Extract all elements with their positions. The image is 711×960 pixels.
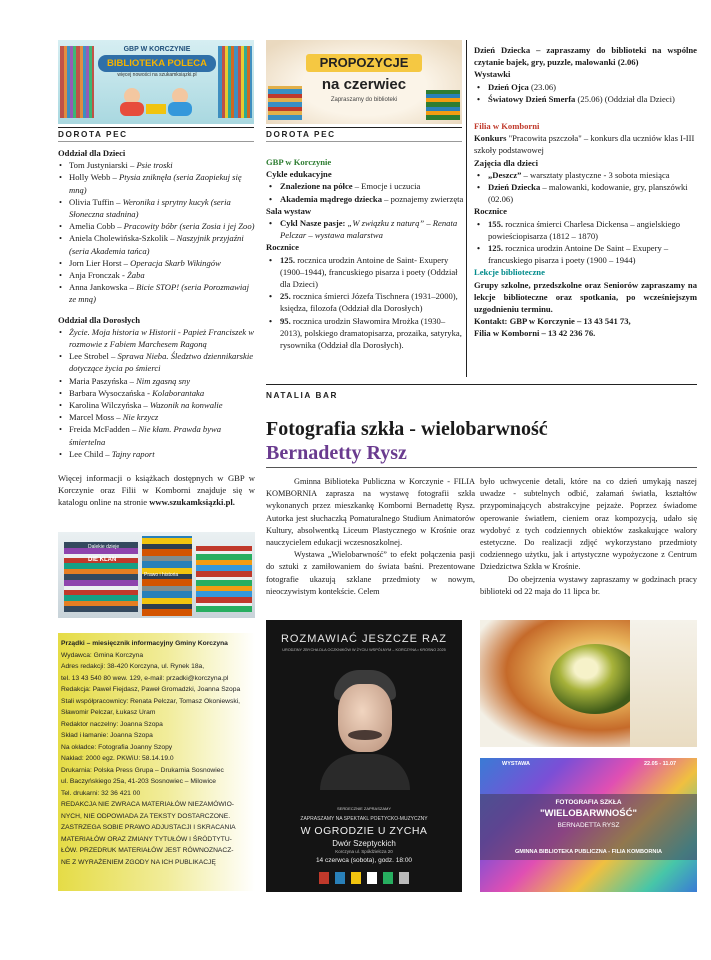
rocznica-label: 125.	[488, 243, 504, 254]
adults-book-list	[58, 326, 255, 460]
adults-book-item	[58, 387, 255, 399]
zajecia-label: „Deszcz”	[488, 169, 522, 180]
propozycje-title: PROPOZYCJE	[306, 54, 422, 72]
kids-book-title: Żaba	[127, 270, 145, 281]
kids-book-item	[58, 232, 255, 256]
cycles-heading: Cykle edukacyjne	[266, 169, 332, 180]
kids-book-title: Bicie STOP! (seria Porozmawiaj ze mną)	[69, 282, 249, 305]
kids-book-item	[58, 196, 255, 220]
col2-author: DOROTA PEC	[266, 130, 336, 139]
books-decoration-right	[426, 90, 460, 120]
adults-book-title: Wazonik na konwalie	[149, 400, 223, 411]
article-top-rule	[266, 384, 697, 385]
exhibition-poster	[480, 758, 697, 892]
colophon-line: ŁÓW. PRZEDRUK MATERIAŁÓW JEST RÓWNOZNACZ-	[61, 847, 234, 855]
kids-book-item	[58, 220, 255, 232]
poster-place: Dwór Szeptyckich	[332, 839, 396, 848]
article-col-right	[480, 476, 697, 598]
event-poster	[266, 620, 462, 892]
kontakt-filia: Filia w Komborni – 13 42 236 76.	[474, 328, 596, 339]
glass-photo	[480, 620, 697, 747]
colophon-line: Adres redakcji: 38-420 Korczyna, ul. Rynek 18a,	[61, 663, 205, 671]
col2-text	[266, 156, 464, 351]
adults-book-author: Marcel Moss –	[69, 412, 123, 423]
kids-book-item	[58, 171, 255, 195]
adults-book-author: Barbara Wysoczańska -	[69, 387, 153, 398]
kids-book-author: Amelia Cobb –	[69, 221, 124, 232]
kids-book-item	[58, 257, 255, 269]
catalog-url[interactable]: www.szukamksiązki.pl.	[149, 497, 235, 508]
colophon-line: NE Z WYRAŻENIEM ZGODY NA ICH PUBLIKACJĘ	[61, 858, 216, 866]
kids-book-item	[58, 159, 255, 171]
cycle-item	[266, 193, 464, 205]
dzien-dziecka-text: Dzień Dziecka – zapraszamy do biblioteki na wspólne czytanie bajek, gry, puzzle, malowanki (2.06)	[474, 45, 697, 68]
colophon-line: NYCH, NIE ODPOWIADA ZA TEKSTY DOSTARCZONE.	[61, 812, 231, 820]
anniv-list	[266, 254, 464, 352]
anniversary-text: rocznica urodzin Antoine de Saint- Exupery (1900–1944), francuskiego pisarza i poety (Oddział dla Dzieci)	[280, 254, 458, 290]
catalog-info-text: Więcej informacji o książkach dostępnych w GBP w Korczynie oraz Filii w Komborni znajduje się w katalogu online na stronie	[58, 473, 255, 508]
poster-address: Korczyna ul. Spółdzielcza 20	[335, 849, 393, 854]
wystawa-item	[474, 81, 697, 93]
adults-book-author: Lee Child –	[69, 448, 112, 459]
exhibition-label: WYSTAWA	[502, 761, 531, 767]
lekcje-text: Grupy szkolne, przedszkolne oraz Seniorów zapraszamy na lekcje biblioteczne oraz spotkania, po wcześniejszym uzgodnieniu terminu.	[474, 279, 697, 315]
zajecia-heading: Zajęcia dla dzieci	[474, 157, 538, 168]
hall-list	[266, 217, 464, 241]
col1-author-rule	[58, 141, 254, 142]
article-author: NATALIA BAR	[266, 391, 339, 400]
cycle-text: – poznajemy zwierzęta	[382, 193, 464, 204]
rocznice-list	[474, 218, 697, 267]
kids-book-title: Ptysia zniknęła (seria Zaopiekuj się mną)	[69, 172, 242, 195]
col2-top-rule	[266, 127, 462, 128]
portrait-illustration	[312, 670, 416, 790]
anniversary-item	[266, 315, 464, 352]
wystawy-heading: Wystawki	[474, 69, 511, 80]
hall-item	[266, 217, 464, 241]
adults-book-author: Maria Paszyńska –	[69, 375, 137, 386]
catalog-info	[58, 472, 255, 509]
colophon-line: tel. 13 43 540 80 wew. 129, e-mail: przadki@korczyna.pl	[61, 674, 229, 682]
wystawa-item	[474, 93, 697, 105]
zajecia-label: Dzień Dziecka	[488, 182, 541, 193]
exhibition-dates: 22.05 - 11.07	[644, 761, 677, 767]
book-title-2: DIE KLAN	[88, 557, 117, 563]
adults-book-title: Życie. Moja historia w Historii - Papież Franciszek w rozmowie z Fabiem Marchesem Ragoną	[69, 326, 254, 350]
col1-text	[58, 147, 255, 509]
exhibition-organizer: GMINNA BIBLIOTEKA PUBLICZNA - FILIA KOMBORNIA	[514, 849, 663, 855]
kids-book-author: Anja Fronczak -	[69, 270, 127, 281]
article-paragraph-1: Gminna Biblioteka Publiczna w Korczynie - FILIA KOMBORNIA zaprasza na wystawę fotografii szkła wykonanych przez mieszkankę Komborni Bernadettę Rysz. Autorka jest słuchaczką Pomaturalnego Studium Animatorów Kultury, absolwentką Liceum Plastycznego w Krośnie oraz nauczycielem edukacji wczesnoszkolnej.	[266, 477, 475, 547]
kids-book-list	[58, 159, 255, 305]
colophon-line: Drukarnia: Polska Press Grupa – Drukarnia Sosnowiec	[61, 766, 224, 774]
adults-book-title: Kolaborantaka	[152, 387, 205, 398]
kids-book-item	[58, 281, 255, 305]
poster-invite-small: SERDECZNIE ZAPRASZAMY	[336, 806, 391, 811]
adults-book-item	[58, 399, 255, 411]
colophon-line: Redakcja: Paweł Fiejdasz, Paweł Gromadzki, Joanna Szopa	[61, 686, 241, 694]
article-paragraph-2: Wystawa „Wielobarwność” to efekt połączenia pasji do sztuki z zamiłowaniem do świata baśni. Prezentowane fotografie ukazują szklane przedmioty w nowym, nieoczywistym kontekście. Celem	[266, 550, 475, 596]
adults-heading: Oddział dla Dorosłych	[58, 314, 140, 325]
colophon-line: REDAKCJA NIE ZWRACA MATERIAŁÓW NIEZAMÓWIO-	[61, 801, 235, 809]
kids-book-author: Tom Justyniarski –	[69, 160, 137, 171]
adults-book-item	[58, 448, 255, 460]
reading-children-illustration	[118, 84, 198, 118]
kids-book-item	[58, 269, 255, 281]
banner-mid-subtitle: Zapraszamy do biblioteki	[330, 97, 398, 103]
banner-propozycje	[266, 40, 462, 124]
rocznice-heading: Rocznice	[474, 206, 507, 217]
sponsor-logos	[300, 872, 428, 884]
kids-book-author: Jorn Lier Horst –	[69, 257, 131, 268]
book-title-3: Prawo i historia	[144, 572, 179, 578]
banner-biblioteka-poleca	[58, 40, 254, 124]
col1-author: DOROTA PEC	[58, 130, 128, 139]
article-paragraph-3: było uchwycenie detali, które na co dzień umykają naszej uwadze - subtelnych odbić, załamań światła, kształtów przypominających abstrakcyjne pejzaże. Poprzez świadome operowanie światłem, cieniem oraz kompozycją, udało się wydobyć z tych codziennych obiektów zaskakujące walory estetyczne. Do realizacji zdjęć wykorzystano przedmioty codziennego użytku, jak i artystyczne wypożyczone z Centrum Dziedzictwa Szkła w Krośnie.	[480, 477, 697, 572]
wystawy-list	[474, 81, 697, 105]
zajecia-text: – warsztaty plastyczne - 3 sobota miesiąca	[521, 169, 670, 180]
anniversary-item	[266, 254, 464, 291]
na-czerwiec-title: na czerwiec	[321, 76, 407, 93]
poster-date: 14 czerwca (sobota), godz. 18:00	[315, 857, 413, 864]
cycle-label: Akademia mądrego dziecka	[280, 193, 383, 204]
cycle-item	[266, 180, 464, 192]
adults-book-title: Nim zgasną sny	[136, 375, 191, 386]
kids-book-title: Naszyjnik przyjaźni (seria Akademia tańca)	[69, 233, 244, 256]
adults-book-author: Freida McFadden –	[69, 424, 139, 435]
banner-sub-text: więcej nowości na szukamksiązki.pl	[117, 72, 197, 78]
article-title: Fotografia szkła - wielobarwność	[266, 418, 548, 440]
colophon-line: Skład i łamanie: Joanna Szopa	[61, 732, 153, 740]
wystawa-text: (23.06)	[528, 81, 557, 92]
lekcje-heading: Lekcje biblioteczne	[474, 267, 545, 278]
adults-book-title: Nie krzycz	[122, 412, 159, 423]
rocznica-item	[474, 218, 697, 242]
kids-book-author: Aniela Cholewińska-Szkolik –	[69, 233, 177, 244]
rocznica-text: rocznica śmierci Charlesa Dickensa – angielskiego powieściopisarza (1812 – 1870)	[488, 218, 681, 241]
adults-book-item	[58, 411, 255, 423]
col3-text	[474, 44, 697, 340]
rocznica-item	[474, 242, 697, 266]
col2-author-rule	[266, 141, 462, 142]
hall-item-desc: „W związku z naturą” – Renata Pelczar – wystawa malarstwa	[280, 218, 458, 241]
cycle-text: – Emocje i uczucia	[352, 181, 421, 192]
colophon-line: Wydawca: Gmina Korczyna	[61, 651, 144, 659]
cycles-list	[266, 180, 464, 204]
konkurs-label: Konkurs	[474, 133, 509, 144]
kontakt-gbp: Kontakt: GBP w Korczynie – 13 43 541 73,	[474, 316, 631, 327]
col3-divider	[466, 40, 467, 377]
article-paragraph-4: Do obejrzenia wystawy zapraszamy w godzinach pracy biblioteki od 22 maja do 11 lipca br.	[480, 574, 697, 596]
zajecia-item	[474, 169, 697, 181]
exhibition-artist: BERNADETTA RYSZ	[557, 822, 620, 829]
filia-heading: Filia w Komborni	[474, 121, 540, 132]
anniversary-text: rocznica śmierci Józefa Tischnera (1931–2000), księdza, filozofa (Oddział dla Dorosłych)	[280, 291, 458, 314]
colophon-line: Nakład: 2000 egz. PKWiU: 58.14.19.0	[61, 755, 174, 763]
anniversary-label: 25.	[280, 291, 291, 302]
bookshelf-right	[218, 46, 252, 118]
colophon-line: Na okładce: Fotografia Joanny Szopy	[61, 743, 173, 751]
poster-event-name: W OGRODZIE U ZYCHA	[300, 825, 428, 837]
exhibition-title-2: "WIELOBARWNOŚĆ"	[540, 808, 637, 819]
konkurs-text: "Pracowita pszczoła" – konkurs dla uczniów klas I-III szkoły podstawowej	[474, 133, 695, 156]
adults-book-item	[58, 375, 255, 387]
adults-book-title: Tajny raport	[111, 448, 155, 459]
hall-item-title: Cykl Nasze pasje:	[280, 218, 348, 229]
gbp-heading: GBP w Korczynie	[266, 157, 332, 167]
wystawa-label: Dzień Ojca	[488, 81, 529, 92]
zajecia-list	[474, 169, 697, 206]
kids-book-title: Pracowity bóbr (seria Zosia i jej Zoo)	[123, 221, 255, 232]
book-title-1: Dalekie dzieje	[88, 544, 120, 550]
books-decoration-left	[268, 86, 302, 120]
konkurs	[474, 132, 697, 156]
colophon	[61, 638, 255, 868]
adults-book-item	[58, 423, 255, 447]
adults-book-title: Sprawa Nieba. Śledztwo dziennikarskie dotyczące życia po śmierci	[69, 351, 254, 374]
wystawa-label: Światowy Dzień Smerfa	[488, 93, 576, 104]
colophon-line: Stali współpracownicy: Renata Pelczar, Tomasz Okoniewski,	[61, 697, 241, 705]
banner-main-text: BIBLIOTEKA POLECA	[98, 55, 216, 72]
adults-book-item	[58, 326, 255, 350]
kids-book-title: Weronika i sprytny kucyk (seria Słoneczna stadnina)	[69, 196, 231, 220]
colophon-line: ZASTRZEGA SOBIE PRAWO ADJUSTACJI I SKRACANIA	[61, 824, 236, 832]
anniversary-label: 125.	[280, 254, 296, 265]
colophon-line: ul. Baczyńskiego 25a, 41-203 Sosnowiec – Milowice	[61, 778, 217, 786]
kids-heading: Oddział dla Dzieci	[58, 148, 126, 158]
zajecia-item	[474, 181, 697, 205]
hall-heading: Sala wystaw	[266, 205, 312, 216]
anniversary-text: rocznica urodzin Sławomira Mrożka (1930–2013), polskiego dramatopisarza, prozaika, satyryka, rysownika (Oddział dla Dorosłych).	[280, 315, 462, 351]
poster-title: ROZMAWIAĆ JESZCZE RAZ	[280, 633, 448, 645]
banner-top-text: GBP W KORCZYNIE	[123, 46, 191, 53]
adults-book-author: Karolina Wilczyńska –	[69, 400, 150, 411]
rocznica-text: rocznica urodzin Antoine De Saint – Exupery – francuskiego pisarza i poety (1900 – 1944)	[488, 243, 669, 266]
article-col-left	[266, 476, 475, 598]
kids-book-author: Olivia Tuffin –	[69, 196, 123, 207]
anniversary-item	[266, 290, 464, 314]
books-photo	[58, 532, 255, 618]
kids-book-author: Anna Jankowska –	[69, 282, 137, 293]
kids-book-author: Holly Webb –	[69, 172, 119, 183]
wystawa-text: (25.06) (Oddział dla Dzieci)	[575, 93, 675, 104]
colophon-line: Prządki – miesięcznik informacyjny Gminy Korczyna	[61, 640, 228, 647]
anniv-heading: Rocznice	[266, 242, 299, 253]
adults-book-author: Lee Strobel –	[69, 351, 118, 362]
article-subtitle: Bernadetty Rysz	[266, 442, 407, 464]
colophon-line: Sławomir Pelczar, Łukasz Uram	[61, 709, 156, 717]
rocznica-label: 155.	[488, 218, 504, 229]
cycle-label: Znalezione na półce	[280, 181, 353, 192]
colophon-line: Tel. drukarni: 32 36 421 00	[61, 789, 141, 797]
colophon-line: Redaktor naczelny: Joanna Szopa	[61, 720, 163, 728]
adults-book-title: Nie kłam. Prawda bywa śmiertelna	[69, 424, 222, 447]
bookshelf-left	[60, 46, 94, 118]
article-title-rule	[266, 467, 697, 468]
poster-invite: ZAPRASZAMY NA SPEKTAKL POETYCKO-MUZYCZNY	[300, 816, 428, 822]
kids-book-title: Operacja Skarb Wikingów	[130, 257, 221, 268]
kids-book-title: Psie troski	[136, 160, 173, 171]
zajecia-text: – malowanki, kodowanie, gry, planszówki (02.06)	[488, 182, 688, 205]
exhibition-title-1: FOTOGRAFIA SZKŁA	[555, 799, 622, 806]
adults-book-item	[58, 350, 255, 374]
colophon-line: MATERIAŁÓW ORAZ ZMIANY TYTUŁÓW I ŚRÓDTYTU-	[61, 835, 232, 843]
poster-subtitle: URODZINY ZBYCHA DLA OCZKNIKÓW W ŻYCIU WSPÓLNYM – KORCZYNA • KROSNO 2025	[282, 648, 446, 652]
anniversary-label: 95.	[280, 315, 291, 326]
col1-top-rule	[58, 127, 254, 128]
